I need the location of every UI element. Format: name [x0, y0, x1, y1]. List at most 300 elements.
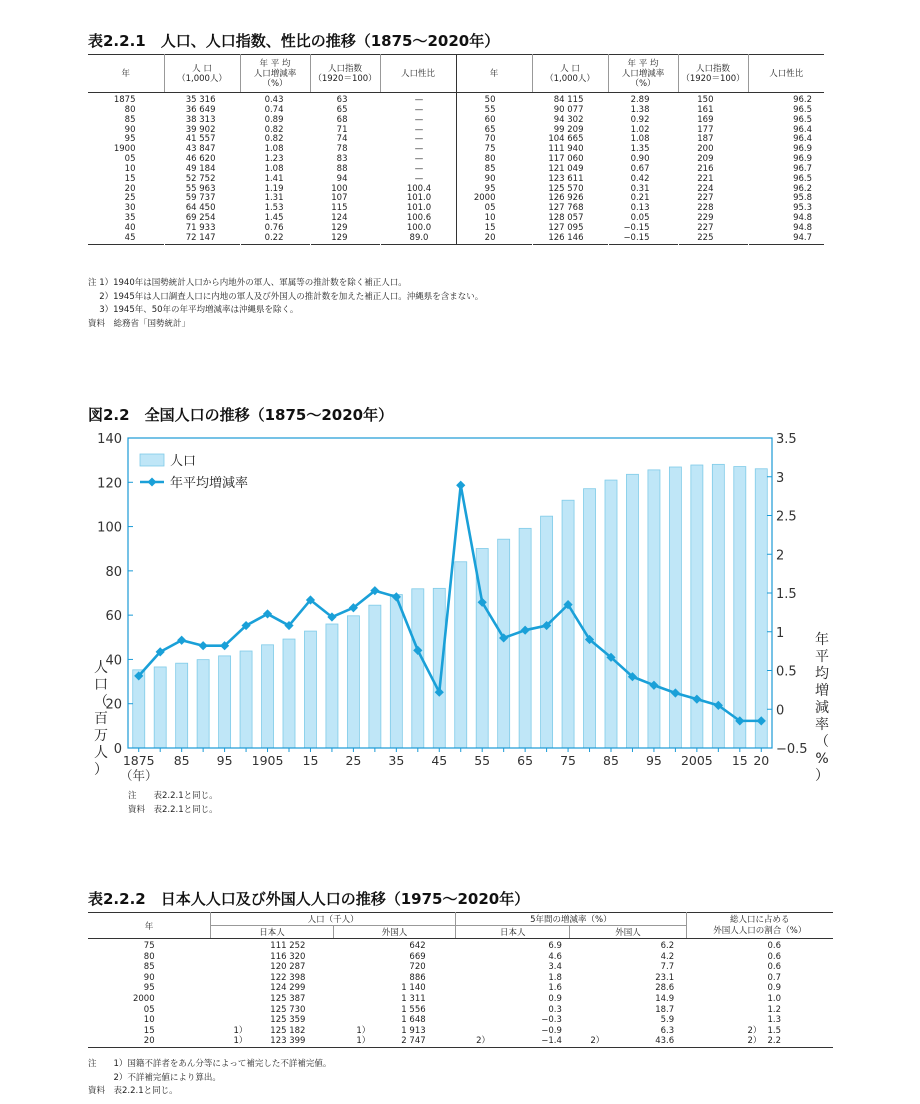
table-cell: 60: [456, 116, 532, 126]
table-cell: 96.4: [793, 134, 812, 145]
table-cell: 40: [124, 222, 136, 233]
table-cell: [211, 983, 269, 994]
table-cell: 1）: [356, 1036, 371, 1047]
table-row: [88, 1005, 833, 1016]
table-cell: 05: [456, 204, 532, 214]
y2-axis-title-glyph: 増: [815, 683, 829, 699]
table-cell: 0.82: [264, 134, 284, 145]
col-foreign-header: 外国人: [570, 926, 686, 939]
population-bar: [283, 639, 295, 748]
y-tick-label: 80: [105, 564, 122, 580]
table-cell: [333, 973, 391, 984]
table-cell: [456, 994, 509, 1005]
table-cell: [570, 1026, 623, 1037]
table-cell: 129: [331, 232, 348, 243]
table-cell: 125 387: [270, 993, 306, 1004]
table-cell: —: [414, 163, 424, 174]
table-cell: 101.0: [406, 193, 432, 204]
y2-tick-label: 1.5: [776, 587, 797, 602]
table-cell: 2 747: [401, 1036, 426, 1047]
table-cell: −0.9: [541, 1025, 562, 1036]
y2-tick-label: 1: [776, 625, 785, 641]
table-cell: 10: [456, 214, 532, 224]
table-cell: 120 287: [270, 962, 306, 973]
table-cell: 38 313: [185, 114, 216, 125]
table-cell: 2.89: [630, 95, 650, 105]
table-cell: 96.2: [793, 95, 812, 105]
table-cell: —: [414, 144, 424, 155]
table-cell: 0.13: [630, 203, 650, 214]
table-cell: 90 077: [553, 104, 584, 115]
y-axis-title-glyph: 人: [94, 745, 108, 761]
table2-notes: [88, 1058, 331, 1099]
table-cell: [211, 1005, 269, 1016]
col-growth-rate-header: 年 平 均 人口増減率 （%）: [608, 55, 678, 93]
note-line: 3）1945年、50年の年平均増減率は沖縄県を除く。: [88, 305, 299, 315]
table-cell: 187: [697, 134, 714, 145]
table-cell: 1.23: [264, 154, 284, 165]
y2-axis-title-glyph: ）: [815, 768, 829, 784]
table-cell: 224: [697, 183, 714, 194]
table-cell: 7.7: [660, 962, 675, 973]
note-line: 2）1945年は人口調査人口に内地の軍人及び外国人の推計数を加えた補正人口。沖縄県を含まない。: [88, 291, 484, 302]
table-cell: 0.42: [630, 173, 650, 184]
table-cell: [686, 983, 765, 994]
table-cell: 1.5: [767, 1025, 781, 1036]
population-bar: [455, 562, 467, 748]
x-tick-label: 85: [603, 753, 619, 768]
table-cell: 227: [697, 193, 714, 204]
table-cell: 95: [456, 185, 532, 195]
table-cell: 0.6: [767, 951, 781, 962]
y-tick-label: 0: [113, 742, 122, 757]
legend-swatch-growth-marker: [148, 478, 157, 487]
y2-tick-label: 0.5: [776, 664, 797, 680]
table-cell: [333, 962, 391, 973]
table-cell: 43 847: [185, 144, 216, 155]
y2-axis-title-glyph: （: [815, 734, 829, 750]
table-cell: 2.2: [767, 1036, 781, 1047]
table-row: [88, 962, 833, 973]
table-cell: 96.2: [793, 183, 812, 194]
table-cell: −1.4: [541, 1036, 562, 1047]
table-cell: 127 768: [548, 203, 584, 214]
table-cell: 05: [143, 1004, 155, 1015]
table-cell: 111 940: [548, 144, 584, 155]
table-cell: 70: [456, 135, 532, 145]
x-tick-label: 95: [216, 753, 233, 768]
population-bar: [626, 474, 638, 748]
table-cell: 45: [124, 232, 136, 243]
x-tick-label: 35: [388, 753, 405, 768]
table-cell: 124 299: [270, 983, 306, 994]
table-cell: 1.02: [630, 124, 650, 135]
y-tick-label: 100: [97, 520, 122, 536]
table-cell: 96.5: [793, 104, 812, 115]
table-cell: 100.4: [406, 183, 432, 194]
y2-tick-label: 3.5: [776, 432, 797, 447]
y2-axis-title: [815, 631, 829, 784]
table-cell: 52 752: [185, 173, 216, 184]
table-cell: 669: [409, 951, 426, 962]
x-tick-label: 15: [731, 753, 748, 768]
table-cell: [686, 994, 765, 1005]
table-cell: 39 902: [185, 124, 216, 135]
table-cell: 95.3: [793, 203, 812, 214]
table-cell: 125 359: [270, 1015, 306, 1026]
y2-tick-label: 0: [776, 703, 785, 719]
table-cell: 0.90: [630, 154, 650, 165]
y2-axis-title-glyph: %: [815, 751, 829, 767]
population-bar: [326, 624, 338, 748]
table-cell: 94.8: [793, 222, 812, 233]
table-cell: 0.82: [264, 124, 284, 135]
y-tick-label: 60: [105, 609, 122, 625]
population-bar: [240, 651, 252, 748]
table-cell: 74: [336, 134, 348, 145]
table-cell: [211, 994, 269, 1005]
table-cell: —: [414, 154, 424, 165]
population-bar: [648, 470, 660, 748]
table-cell: 0.6: [767, 941, 781, 951]
x-tick-label: 45: [431, 753, 448, 768]
growth-rate-point: [456, 481, 465, 490]
table-cell: 1）: [233, 1036, 248, 1047]
table-cell: [211, 962, 269, 973]
table-cell: 69 254: [185, 213, 216, 224]
table-cell: 35 316: [185, 95, 216, 105]
y-axis-title-glyph: 百: [94, 711, 108, 727]
table-cell: 0.76: [264, 222, 284, 233]
col-population-header: 人 口 （1,000人）: [164, 55, 240, 93]
table-cell: 90: [456, 175, 532, 185]
table-cell: 55 963: [185, 183, 216, 194]
table-cell: [570, 952, 623, 963]
table-cell: 96.9: [793, 144, 812, 155]
table-row: [88, 93, 824, 106]
table-cell: 1.35: [630, 144, 650, 155]
table-cell: 227: [697, 222, 714, 233]
table-cell: 1 556: [401, 1004, 426, 1015]
table-cell: 229: [697, 213, 714, 224]
table-cell: [686, 1005, 765, 1016]
table-cell: [686, 939, 765, 952]
table-row: [88, 1036, 833, 1047]
y2-tick-label: 2: [776, 548, 785, 564]
population-bar: [347, 616, 359, 748]
table-cell: —: [414, 124, 424, 135]
table-cell: 1 913: [401, 1025, 426, 1036]
table-japanese-foreign-population: [88, 912, 833, 1048]
table-cell: 2）: [590, 1036, 605, 1047]
figure-notes: [128, 790, 218, 817]
note-line: 注 表2.2.1と同じ。: [128, 791, 218, 801]
col-population-header: 人 口 （1,000人）: [532, 55, 608, 93]
x-tick-label: 2005: [680, 753, 713, 768]
table-cell: 05: [124, 154, 136, 165]
table-cell: [686, 952, 765, 963]
table-cell: 50: [456, 93, 532, 106]
table-cell: 1）: [356, 1025, 371, 1036]
x-tick-label: 85: [173, 753, 190, 768]
table-cell: 15: [456, 224, 532, 234]
table-cell: 1.6: [548, 983, 562, 994]
note-line: 資料 表2.2.1と同じ。: [88, 1086, 178, 1096]
table-cell: 209: [697, 154, 714, 165]
table-cell: 0.7: [767, 972, 781, 983]
table-cell: 10: [143, 1015, 155, 1026]
x-tick-label: （年）: [119, 768, 158, 783]
x-tick-label: 1905: [251, 753, 284, 768]
table-cell: 200: [697, 144, 714, 155]
table-cell: 20: [124, 183, 136, 194]
table-cell: [456, 962, 509, 973]
table-cell: 83: [336, 154, 348, 165]
table-cell: 14.9: [655, 993, 675, 1004]
table-cell: 0.9: [767, 983, 781, 994]
table-cell: [456, 1026, 509, 1037]
table-cell: [211, 939, 269, 952]
table-cell: 15: [143, 1025, 155, 1036]
table-cell: 18.7: [655, 1004, 675, 1015]
legend-label-population: 人口: [170, 454, 197, 469]
figure-title: 図2.2 全国人口の推移（1875〜2020年）: [88, 406, 394, 424]
note-line: 2）不詳補完値により算出。: [88, 1072, 221, 1083]
table-cell: —: [414, 95, 424, 105]
table-cell: 95: [143, 983, 155, 994]
table-cell: 720: [409, 962, 426, 973]
table-cell: 126 146: [548, 232, 584, 243]
population-bar: [390, 595, 402, 748]
table-cell: 94.8: [793, 213, 812, 224]
y-tick-label: 120: [97, 476, 122, 492]
table-cell: [211, 952, 269, 963]
table-cell: 43.6: [655, 1036, 675, 1047]
table-cell: 1900: [113, 144, 136, 155]
table-cell: [456, 939, 509, 952]
table-cell: [686, 962, 765, 973]
population-bar: [369, 605, 381, 748]
table-cell: 122 398: [270, 972, 306, 983]
table-cell: 2）: [476, 1036, 491, 1047]
table-cell: 125 570: [548, 183, 584, 194]
table-cell: 90: [124, 124, 136, 135]
table-cell: 3.4: [548, 962, 562, 973]
table-cell: 80: [143, 951, 155, 962]
table-cell: 71: [336, 124, 348, 135]
table-cell: 107: [331, 193, 348, 204]
table-cell: 0.22: [264, 232, 284, 243]
table-cell: 5.9: [660, 1015, 675, 1026]
table-cell: 0.31: [630, 183, 650, 194]
table-cell: 128 057: [548, 213, 584, 224]
note-line: 資料 表2.2.1と同じ。: [128, 804, 218, 815]
table-cell: [686, 973, 765, 984]
table-cell: 1.2: [767, 1004, 781, 1015]
population-bar: [691, 465, 703, 748]
table-cell: 126 926: [548, 193, 584, 204]
table-cell: 95.8: [793, 193, 812, 204]
table-cell: 0.05: [630, 213, 650, 224]
table-cell: 96.9: [793, 154, 812, 165]
y2-axis-title-glyph: 減: [815, 700, 829, 716]
table-cell: [570, 973, 623, 984]
note-line: 注 1）国籍不詳者をあん分等によって補完した不詳補完値。: [88, 1059, 332, 1069]
table-cell: 23.1: [655, 972, 675, 983]
col-index-header: 人口指数 （1920＝100）: [310, 55, 380, 93]
col-year-header: 年: [88, 913, 211, 939]
population-bar: [734, 467, 746, 748]
x-tick-label: 1875: [122, 753, 155, 768]
col-growth-rate-header: 年 平 均 人口増減率 （%）: [240, 55, 310, 93]
table-cell: 642: [409, 941, 426, 951]
table1-title: 表2.2.1 人口、人口指数、性比の推移（1875〜2020年）: [88, 32, 500, 50]
table-cell: 1875: [113, 95, 136, 105]
table-cell: 886: [409, 972, 426, 983]
table-row: [88, 234, 824, 244]
table-cell: 1 140: [401, 983, 426, 994]
col-year-header: 年: [456, 55, 532, 93]
col-index-header: 人口指数 （1920＝100）: [678, 55, 748, 93]
population-bar: [584, 489, 596, 748]
table-cell: 121 049: [548, 163, 584, 174]
table-cell: [333, 939, 391, 952]
foreign-share-header: 総人口に占める 外国人人口の割合（%）: [686, 913, 833, 939]
table-cell: [570, 962, 623, 973]
table-cell: 125 182: [270, 1025, 306, 1036]
table-cell: 85: [456, 165, 532, 175]
table-cell: 20: [143, 1036, 155, 1047]
table-cell: [456, 952, 509, 963]
table-cell: 96.4: [793, 124, 812, 135]
y2-tick-label: 2.5: [776, 509, 797, 525]
population-bar: [304, 631, 316, 748]
table-cell: 2000: [132, 993, 155, 1004]
table-cell: 104 665: [548, 134, 584, 145]
table-cell: 78: [336, 144, 348, 155]
table-cell: [211, 973, 269, 984]
table-cell: 116 320: [270, 951, 306, 962]
population-chart: [0, 420, 920, 800]
table-cell: 225: [697, 232, 714, 243]
x-tick-label: 65: [517, 753, 534, 768]
table1-notes: [88, 277, 483, 331]
population-bar: [541, 516, 553, 748]
table-cell: 0.43: [264, 95, 284, 105]
table-cell: —: [414, 134, 424, 145]
table-cell: [456, 1005, 509, 1016]
table-cell: 28.6: [655, 983, 675, 994]
table-cell: 169: [697, 114, 714, 125]
y-axis-title-glyph: 万: [94, 728, 108, 744]
population-bar: [154, 667, 166, 748]
table-cell: 71 933: [185, 222, 216, 233]
table-cell: 2）: [747, 1036, 762, 1047]
y-axis-title-glyph: 人: [94, 660, 108, 676]
table-cell: 1 311: [401, 993, 426, 1004]
table-cell: 65: [336, 104, 348, 115]
table-cell: 75: [143, 941, 155, 951]
table-cell: 216: [697, 163, 714, 174]
table-cell: −0.15: [623, 232, 650, 243]
population-bar: [605, 480, 617, 748]
note-line: 資料 総務省「国勢統計」: [88, 318, 191, 329]
table-cell: 6.3: [660, 1025, 675, 1036]
table-cell: 177: [697, 124, 714, 135]
table-cell: 84 115: [553, 95, 584, 105]
table-cell: 68: [336, 114, 348, 125]
population-bar: [433, 588, 445, 748]
table-row: [88, 939, 833, 952]
table-cell: 41 557: [185, 134, 216, 145]
table2-title: 表2.2.2 日本人人口及び外国人人口の推移（1975〜2020年）: [88, 890, 530, 908]
population-bar: [755, 469, 767, 748]
table-cell: 65: [456, 126, 532, 136]
table-cell: 1.8: [548, 972, 562, 983]
table-cell: [456, 983, 509, 994]
col-japanese-header: 日本人: [211, 926, 334, 939]
table-cell: 1.31: [264, 193, 284, 204]
table-cell: 0.3: [548, 1004, 562, 1015]
population-bar: [519, 528, 531, 748]
table-cell: 4.6: [548, 951, 562, 962]
y-tick-label: 20: [105, 697, 122, 713]
col-sex-ratio-header: 人口性比: [748, 55, 824, 93]
y-axis-title-glyph: （: [94, 694, 108, 710]
table-cell: [333, 1005, 391, 1016]
table-cell: 0.6: [767, 962, 781, 973]
table-cell: 129: [331, 222, 348, 233]
table-cell: [570, 1015, 623, 1026]
table-cell: 1.08: [264, 163, 284, 174]
table-cell: [456, 973, 509, 984]
table-cell: 59 737: [185, 193, 216, 204]
col-year-header: 年: [88, 55, 164, 93]
table-cell: [686, 1015, 765, 1026]
table-cell: 115: [331, 203, 348, 214]
table2-body: [88, 939, 833, 1048]
y2-tick-label: −0.5: [776, 742, 808, 757]
y2-axis-title-glyph: 均: [815, 666, 829, 682]
table-row: [88, 994, 833, 1005]
table-cell: 0.92: [630, 114, 650, 125]
x-tick-label: 25: [345, 753, 362, 768]
table-cell: 1.08: [630, 134, 650, 145]
legend-label-growth: 年平均増減率: [170, 476, 249, 491]
growth-rate-line: [139, 485, 762, 721]
y-tick-label: 140: [97, 432, 122, 447]
table-cell: 20: [456, 234, 532, 244]
table-row: [88, 1026, 833, 1037]
table-cell: 123 611: [548, 173, 584, 184]
col-sex-ratio-header: 人口性比: [380, 55, 456, 93]
table-cell: 75: [456, 145, 532, 155]
table-cell: 85: [143, 962, 155, 973]
table-row: [88, 973, 833, 984]
population-bar: [262, 645, 274, 748]
table-cell: 1.08: [264, 144, 284, 155]
table-cell: 1 648: [401, 1015, 426, 1026]
table-cell: 15: [124, 173, 136, 184]
table-cell: 117 060: [548, 154, 584, 165]
table-row: [88, 952, 833, 963]
table-cell: [570, 983, 623, 994]
table-cell: 80: [456, 155, 532, 165]
table-cell: 96.5: [793, 173, 812, 184]
table-cell: [333, 1015, 391, 1026]
table-cell: 10: [124, 163, 136, 174]
x-tick-label: 15: [302, 753, 319, 768]
